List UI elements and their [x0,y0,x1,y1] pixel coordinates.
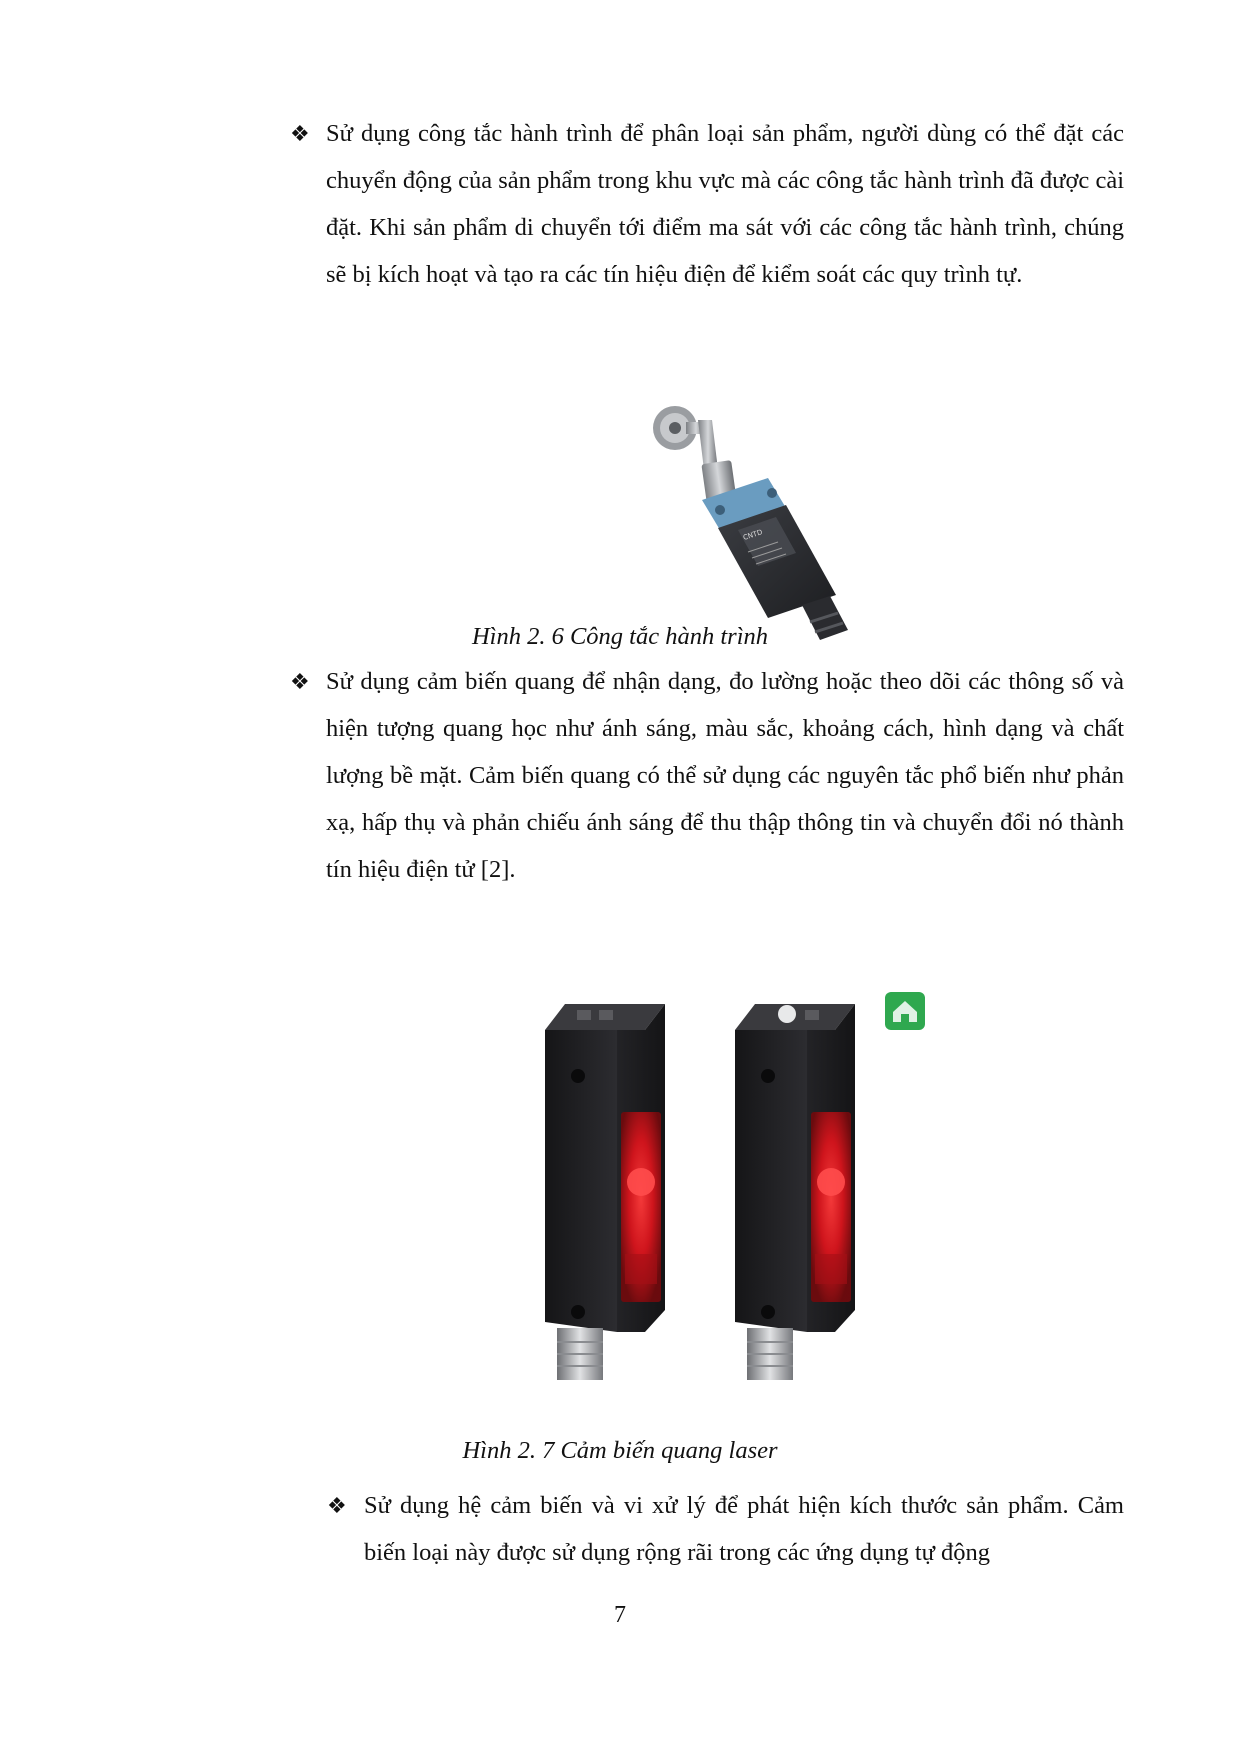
limit-switch-image [640,400,890,655]
paragraph-optical-sensor: Sử dụng cảm biến quang để nhận dạng, đo lường hoặc theo dõi các thông số và hiện tượng quang học như ánh sáng, màu sắc, khoảng cách, hình dạng và chất lượng bề mặt. Cảm biến quang có thể sử dụng các nguyên tắc phổ biến như phản xạ, hấp thụ và phản chiếu ánh sáng để thu thập thông tin và chuyển đổi nó thành tín hiệu điện tử [2]. [326,668,1124,883]
laser-sensor-left [545,1004,665,1380]
laser-sensor-right [735,1004,855,1380]
green-badge-icon [885,992,925,1030]
figure-caption-laser-sensor: Hình 2. 7 Cảm biến quang laser [462,1437,778,1464]
paragraph-travel-switch: Sử dụng công tắc hành trình để phân loại sản phẩm, người dùng có thể đặt các chuyển động của sản phẩm trong khu vực mà các công tắc hành trình đã được cài đặt. Khi sản phẩm di chuyển tới điểm ma sát với các công tắc hành trình, chúng sẽ bị kích hoạt và tạo ra các tín hiệu điện để kiểm soát các quy trình tự. [326,120,1124,288]
laser-sensor-image [535,992,930,1397]
bullet-icon: ❖ [290,669,310,694]
svg-text:CNTD: CNTD [742,528,764,542]
figure-caption-travel-switch: Hình 2. 6 Công tắc hành trình [471,623,769,650]
paragraph-size-sensor: Sử dụng hệ cảm biến và vi xử lý để phát hiện kích thước sản phẩm. Cảm biến loại này được sử dụng rộng rãi trong các ứng dụng tự động [364,1492,1124,1566]
bullet-icon: ❖ [327,1493,347,1518]
bullet-icon: ❖ [290,121,310,146]
page-number: 7 [614,1602,626,1628]
